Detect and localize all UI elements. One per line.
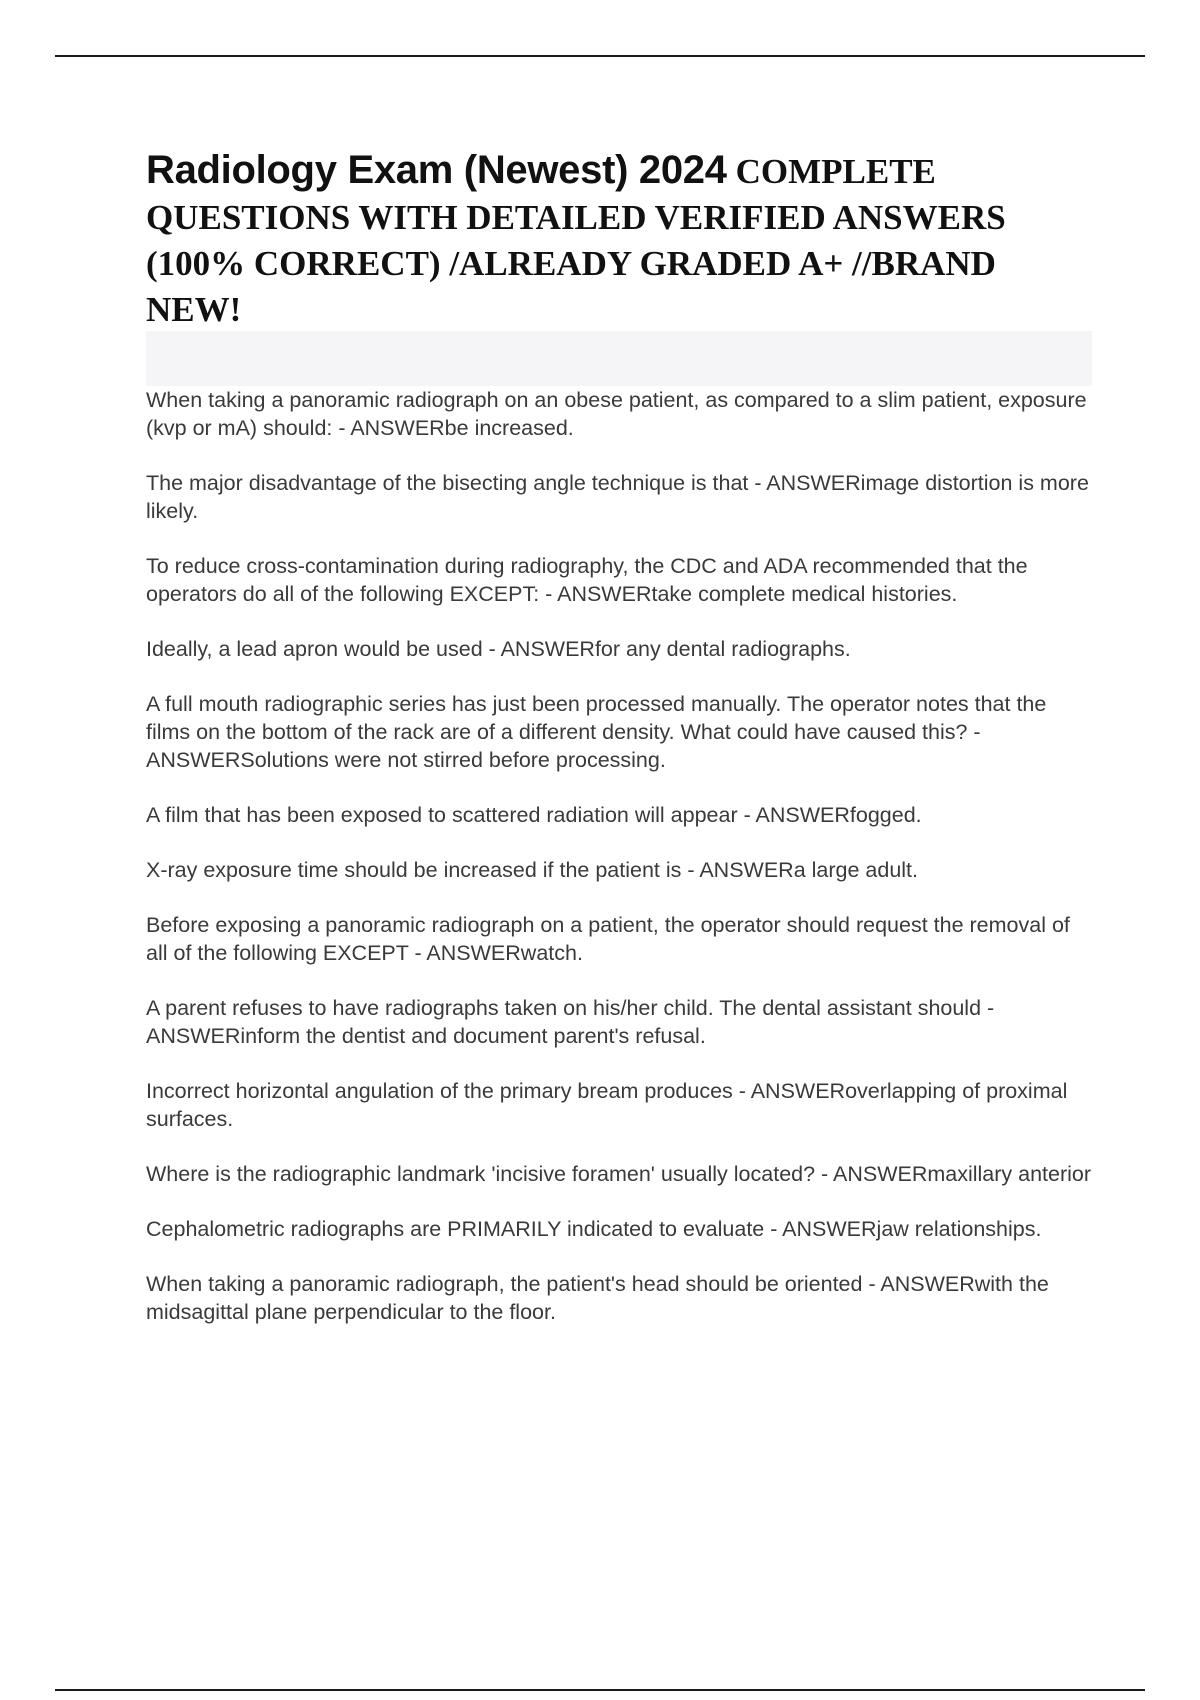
qa-item: A film that has been exposed to scattered radiation will appear - ANSWERfogged. [146,803,922,827]
qa-list [146,386,1096,1353]
qa-item: To reduce cross-contamination during radiography, the CDC and ADA recommended that the operators do all of the following EXCEPT: - ANSWERtake complete medical histories. [146,554,1028,606]
qa-item: When taking a panoramic radiograph on an obese patient, as compared to a slim patient, exposure (kvp or mA) should: - ANSWERbe increased. [146,388,1087,440]
document-title [146,148,1086,333]
title-subtitle: COMPLETE QUESTIONS WITH DETAILED VERIFIED ANSWERS (100% CORRECT) /ALREADY GRADED A+ //BRAND NEW! [146,152,1006,329]
qa-item: X-ray exposure time should be increased if the patient is - ANSWERa large adult. [146,858,918,882]
bottom-divider [55,1689,1145,1691]
qa-item: When taking a panoramic radiograph, the patient's head should be oriented - ANSWERwith the midsagittal plane perpendicular to the floor. [146,1272,1049,1324]
qa-item: Incorrect horizontal angulation of the primary bream produces - ANSWERoverlapping of proximal surfaces. [146,1079,1068,1131]
qa-item: Where is the radiographic landmark 'incisive foramen' usually located? - ANSWERmaxillary anterior [146,1162,1092,1186]
qa-item: Before exposing a panoramic radiograph on a patient, the operator should request the removal of all of the following EXCEPT - ANSWERwatch. [146,913,1070,965]
qa-item: The major disadvantage of the bisecting angle technique is that - ANSWERimage distortion is more likely. [146,471,1089,523]
qa-item: A parent refuses to have radiographs taken on his/her child. The dental assistant should - ANSWERinform the dentist and document parent's refusal. [146,996,995,1048]
qa-item: A full mouth radiographic series has just been processed manually. The operator notes that the films on the bottom of the rack are of a different density. What could have caused this? - ANSWERSolutions were not stirred before processing. [146,692,1047,772]
shaded-band [146,331,1092,386]
top-divider [55,55,1145,57]
qa-item: Ideally, a lead apron would be used - ANSWERfor any dental radiographs. [146,637,851,661]
title-main: Radiology Exam (Newest) 2024 [146,148,727,192]
qa-item: Cephalometric radiographs are PRIMARILY indicated to evaluate - ANSWERjaw relationships. [146,1217,1042,1241]
